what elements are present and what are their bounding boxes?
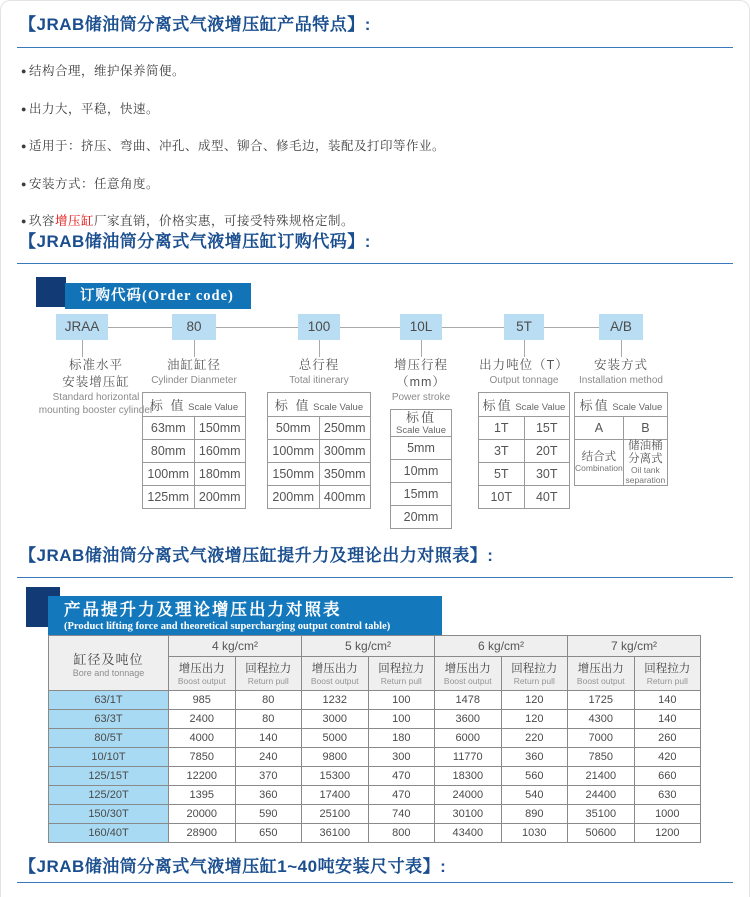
pressure-header: 4 kg/cm² bbox=[169, 636, 302, 657]
value-cell: 9800 bbox=[302, 748, 369, 767]
scale-table bbox=[390, 409, 452, 529]
order-code-column bbox=[259, 357, 379, 509]
scale-cell: 400mm bbox=[319, 486, 371, 509]
pressure-header: 7 kg/cm² bbox=[568, 636, 701, 657]
column-label-cn: 油缸缸径 bbox=[166, 358, 221, 372]
subheader-cn: 增压出力 bbox=[444, 662, 491, 675]
banner-accent-square bbox=[36, 277, 66, 307]
scale-cell: 150mm bbox=[194, 417, 246, 440]
value-cell: 7850 bbox=[169, 748, 236, 767]
column-label-en: Standard horizontal bbox=[52, 392, 140, 403]
scale-cell: 10mm bbox=[391, 460, 452, 483]
value-cell: 15300 bbox=[302, 767, 369, 786]
value-cell: 660 bbox=[634, 767, 701, 786]
column-label-en: Total itinerary bbox=[289, 375, 349, 386]
code-box: 5T bbox=[504, 314, 544, 340]
scale-table-row bbox=[268, 486, 371, 509]
subheader-en: Boost output bbox=[310, 675, 359, 686]
column-label-cn: 增压行程（mm） bbox=[393, 358, 448, 389]
bullet-icon: ● bbox=[21, 216, 27, 226]
features-section-title: 【JRAB储油筒分离式气液增压缸产品特点】: bbox=[19, 15, 371, 34]
value-cell: 630 bbox=[634, 786, 701, 805]
scale-table-row bbox=[391, 506, 452, 529]
feature-text: 结构合理，维护保养简便。 bbox=[28, 64, 185, 78]
subheader-en: Return pull bbox=[513, 675, 555, 686]
value-cell: 260 bbox=[634, 729, 701, 748]
scale-table-header-row bbox=[479, 393, 570, 417]
dimension-section-title: 【JRAB储油筒分离式气液增压缸1~40吨安装尺寸表】: bbox=[19, 857, 447, 876]
value-cell: 740 bbox=[368, 805, 435, 824]
scale-desc-cell bbox=[623, 440, 667, 486]
scale-table bbox=[267, 392, 371, 509]
bullet-icon: ● bbox=[21, 66, 27, 76]
boost-output-header bbox=[302, 657, 369, 691]
feature-text: 玖容 bbox=[28, 214, 55, 228]
model-cell: 125/15T bbox=[49, 767, 169, 786]
force-table-banner-wrap bbox=[1, 587, 750, 633]
model-cell: 160/40T bbox=[49, 824, 169, 843]
value-cell: 6000 bbox=[435, 729, 502, 748]
feature-bullet bbox=[21, 174, 731, 192]
value-cell: 17400 bbox=[302, 786, 369, 805]
subheader-cn: 回程拉力 bbox=[245, 662, 292, 675]
feature-highlight-text: 增压缸 bbox=[54, 214, 94, 228]
force-table-row bbox=[49, 786, 701, 805]
scale-cell: 125mm bbox=[143, 486, 195, 509]
force-section-title: 【JRAB储油筒分离式气液增压缸提升力及理论出力对照表】: bbox=[19, 546, 494, 565]
value-cell: 470 bbox=[368, 786, 435, 805]
feature-list bbox=[21, 61, 731, 249]
subheader-en: Return pull bbox=[247, 675, 289, 686]
scale-cell: B bbox=[623, 417, 667, 440]
scale-cell: 3T bbox=[479, 440, 525, 463]
scale-header-cn: 标值 bbox=[579, 397, 610, 413]
scale-cell: 100mm bbox=[143, 463, 195, 486]
order-code-diagram bbox=[1, 267, 750, 557]
feature-text: 安装方式：任意角度。 bbox=[28, 176, 159, 191]
scale-desc-en: Combination bbox=[575, 463, 623, 474]
bullet-icon: ● bbox=[21, 141, 27, 151]
column-label-cn: 安装增压缸 bbox=[62, 375, 130, 389]
scale-cell: 180mm bbox=[194, 463, 246, 486]
scale-cell: 5T bbox=[479, 463, 525, 486]
scale-header-en: Scale Value bbox=[185, 401, 239, 413]
value-cell: 50600 bbox=[568, 824, 635, 843]
column-label-cn: 总行程 bbox=[298, 358, 340, 372]
value-cell: 540 bbox=[501, 786, 568, 805]
force-table-banner bbox=[48, 596, 442, 639]
value-cell: 1725 bbox=[568, 691, 635, 710]
scale-cell: 20mm bbox=[391, 506, 452, 529]
value-cell: 18300 bbox=[435, 767, 502, 786]
scale-desc-cn: 分离式 bbox=[628, 453, 663, 465]
divider bbox=[17, 263, 733, 264]
scale-cell: A bbox=[575, 417, 624, 440]
column-label-en: Power stroke bbox=[391, 392, 451, 403]
value-cell: 1232 bbox=[302, 691, 369, 710]
scale-header-cn: 标 值 bbox=[149, 397, 186, 413]
order-code-column bbox=[563, 357, 679, 486]
scale-table-row bbox=[575, 440, 668, 486]
scale-table-row bbox=[391, 460, 452, 483]
value-cell: 80 bbox=[235, 691, 302, 710]
scale-cell: 10T bbox=[479, 486, 525, 509]
scale-cell: 100mm bbox=[268, 440, 320, 463]
force-table-row bbox=[49, 805, 701, 824]
pressure-header: 6 kg/cm² bbox=[435, 636, 568, 657]
value-cell: 100 bbox=[368, 691, 435, 710]
force-table-header-row bbox=[49, 636, 701, 657]
force-table-row bbox=[49, 729, 701, 748]
value-cell: 370 bbox=[235, 767, 302, 786]
code-box: JRAA bbox=[56, 314, 108, 340]
scale-table-row bbox=[268, 440, 371, 463]
scale-cell: 50mm bbox=[268, 417, 320, 440]
value-cell: 800 bbox=[368, 824, 435, 843]
value-cell: 890 bbox=[501, 805, 568, 824]
scale-cell: 200mm bbox=[268, 486, 320, 509]
value-cell: 590 bbox=[235, 805, 302, 824]
scale-table-row bbox=[479, 440, 570, 463]
value-cell: 25100 bbox=[302, 805, 369, 824]
scale-table-header-row bbox=[391, 410, 452, 437]
scale-cell: 5mm bbox=[391, 437, 452, 460]
scale-cell: 15mm bbox=[391, 483, 452, 506]
value-cell: 420 bbox=[634, 748, 701, 767]
value-cell: 360 bbox=[501, 748, 568, 767]
order-code-banner: 订购代码(Order code) bbox=[65, 283, 251, 309]
value-cell: 4000 bbox=[169, 729, 236, 748]
value-cell: 120 bbox=[501, 691, 568, 710]
scale-table-header-row bbox=[268, 393, 371, 417]
scale-cell: 300mm bbox=[319, 440, 371, 463]
scale-table-row bbox=[391, 483, 452, 506]
force-table bbox=[48, 635, 701, 843]
subheader-en: Boost output bbox=[443, 675, 492, 686]
stem-line bbox=[82, 340, 83, 357]
scale-header-en: Scale Value bbox=[512, 401, 566, 413]
value-cell: 11770 bbox=[435, 748, 502, 767]
value-cell: 36100 bbox=[302, 824, 369, 843]
bore-tonnage-en: Bore and tonnage bbox=[72, 667, 145, 678]
scale-desc-en: separation bbox=[625, 474, 666, 485]
value-cell: 24400 bbox=[568, 786, 635, 805]
value-cell: 35100 bbox=[568, 805, 635, 824]
scale-desc-cn: 结合式 bbox=[581, 451, 617, 464]
scale-cell: 20T bbox=[524, 440, 570, 463]
scale-table-header bbox=[268, 393, 371, 417]
order-section-title: 【JRAB储油筒分离式气液增压缸订购代码】: bbox=[19, 232, 371, 251]
stem-line bbox=[524, 340, 525, 357]
scale-table-header bbox=[143, 393, 246, 417]
force-table-row bbox=[49, 748, 701, 767]
feature-text: 出力大，平稳，快速。 bbox=[28, 101, 159, 116]
value-cell: 180 bbox=[368, 729, 435, 748]
scale-cell: 63mm bbox=[143, 417, 195, 440]
subheader-cn: 回程拉力 bbox=[378, 662, 425, 675]
stem-line bbox=[194, 340, 195, 357]
subheader-cn: 增压出力 bbox=[311, 662, 358, 675]
scale-cell: 350mm bbox=[319, 463, 371, 486]
code-box: 10L bbox=[400, 314, 442, 340]
return-pull-header bbox=[235, 657, 302, 691]
value-cell: 2400 bbox=[169, 710, 236, 729]
scale-header-cn: 标值 bbox=[405, 410, 436, 425]
scale-header-cn: 标 值 bbox=[274, 397, 311, 413]
scale-desc-en: Oil tank bbox=[630, 465, 660, 475]
scale-table-header-row bbox=[143, 393, 246, 417]
value-cell: 30100 bbox=[435, 805, 502, 824]
scale-table-row bbox=[268, 417, 371, 440]
value-cell: 12200 bbox=[169, 767, 236, 786]
value-cell: 360 bbox=[235, 786, 302, 805]
divider bbox=[17, 47, 733, 48]
subheader-en: Boost output bbox=[576, 675, 625, 686]
scale-table-row bbox=[143, 486, 246, 509]
pressure-header: 5 kg/cm² bbox=[302, 636, 435, 657]
value-cell: 220 bbox=[501, 729, 568, 748]
value-cell: 1395 bbox=[169, 786, 236, 805]
scale-table-row bbox=[268, 463, 371, 486]
value-cell: 120 bbox=[501, 710, 568, 729]
scale-cell: 160mm bbox=[194, 440, 246, 463]
value-cell: 140 bbox=[235, 729, 302, 748]
code-box: 80 bbox=[172, 314, 216, 340]
value-cell: 7000 bbox=[568, 729, 635, 748]
value-cell: 650 bbox=[235, 824, 302, 843]
value-cell: 140 bbox=[634, 710, 701, 729]
subheader-en: Boost output bbox=[177, 675, 226, 686]
scale-table-row bbox=[143, 440, 246, 463]
subheader-cn: 回程拉力 bbox=[644, 662, 691, 675]
value-cell: 5000 bbox=[302, 729, 369, 748]
value-cell: 1000 bbox=[634, 805, 701, 824]
model-cell: 63/3T bbox=[49, 710, 169, 729]
bore-tonnage-cn: 缸径及吨位 bbox=[73, 651, 144, 667]
scale-cell: 40T bbox=[524, 486, 570, 509]
feature-bullet bbox=[21, 136, 731, 154]
boost-output-header bbox=[169, 657, 236, 691]
subheader-cn: 增压出力 bbox=[577, 662, 624, 675]
force-table-row bbox=[49, 691, 701, 710]
force-table-banner-en: (Product lifting force and theoretical supercharging output control table) bbox=[64, 621, 391, 632]
feature-bullet bbox=[21, 61, 731, 79]
scale-header-en: Scale Value bbox=[609, 401, 663, 413]
scale-table bbox=[142, 392, 246, 509]
return-pull-header bbox=[634, 657, 701, 691]
scale-desc-cell bbox=[575, 440, 624, 486]
value-cell: 300 bbox=[368, 748, 435, 767]
model-cell: 150/30T bbox=[49, 805, 169, 824]
stem-line bbox=[421, 340, 422, 357]
value-cell: 43400 bbox=[435, 824, 502, 843]
value-cell: 470 bbox=[368, 767, 435, 786]
column-label-en: Cylinder Dianmeter bbox=[151, 375, 237, 386]
value-cell: 20000 bbox=[169, 805, 236, 824]
order-code-column bbox=[134, 357, 254, 509]
value-cell: 80 bbox=[235, 710, 302, 729]
scale-table-row bbox=[479, 417, 570, 440]
scale-header-cn: 标值 bbox=[482, 397, 513, 413]
value-cell: 7850 bbox=[568, 748, 635, 767]
scale-table-header bbox=[479, 393, 570, 417]
value-cell: 4300 bbox=[568, 710, 635, 729]
scale-table-row bbox=[143, 417, 246, 440]
column-label-en: Installation method bbox=[579, 375, 663, 386]
value-cell: 1478 bbox=[435, 691, 502, 710]
scale-table bbox=[574, 392, 668, 486]
value-cell: 3000 bbox=[302, 710, 369, 729]
value-cell: 985 bbox=[169, 691, 236, 710]
stem-line bbox=[621, 340, 622, 357]
value-cell: 140 bbox=[634, 691, 701, 710]
bore-tonnage-header bbox=[49, 636, 169, 691]
value-cell: 240 bbox=[235, 748, 302, 767]
column-label-cn: 出力吨位（T） bbox=[479, 358, 569, 372]
scale-header-en: Scale Value bbox=[396, 425, 446, 436]
scale-table bbox=[478, 392, 570, 509]
subheader-cn: 回程拉力 bbox=[511, 662, 558, 675]
bullet-icon: ● bbox=[21, 178, 27, 189]
stem-line bbox=[319, 340, 320, 357]
scale-cell: 250mm bbox=[319, 417, 371, 440]
scale-desc-cn: 储油桶 bbox=[628, 440, 663, 452]
scale-cell: 30T bbox=[524, 463, 570, 486]
value-cell: 560 bbox=[501, 767, 568, 786]
boost-output-header bbox=[435, 657, 502, 691]
value-cell: 1200 bbox=[634, 824, 701, 843]
feature-text: 厂家直销，价格实惠，可接受特殊规格定制。 bbox=[93, 214, 354, 228]
scale-table-header bbox=[575, 393, 668, 417]
scale-header-en: Scale Value bbox=[310, 401, 364, 413]
model-cell: 10/10T bbox=[49, 748, 169, 767]
force-table-banner-cn: 产品提升力及理论增压出力对照表 bbox=[64, 600, 342, 619]
return-pull-header bbox=[501, 657, 568, 691]
subheader-en: Return pull bbox=[646, 675, 688, 686]
scale-table-row bbox=[575, 417, 668, 440]
divider bbox=[17, 882, 733, 883]
value-cell: 100 bbox=[368, 710, 435, 729]
feature-bullet bbox=[21, 99, 731, 117]
bullet-icon: ● bbox=[21, 103, 27, 114]
column-label-en: mounting booster cylinder bbox=[38, 405, 154, 416]
model-cell: 80/5T bbox=[49, 729, 169, 748]
scale-table-row bbox=[391, 437, 452, 460]
scale-cell: 1T bbox=[479, 417, 525, 440]
force-table-row bbox=[49, 824, 701, 843]
value-cell: 1030 bbox=[501, 824, 568, 843]
scale-cell: 150mm bbox=[268, 463, 320, 486]
subheader-cn: 增压出力 bbox=[178, 662, 225, 675]
scale-table-header bbox=[391, 410, 452, 437]
return-pull-header bbox=[368, 657, 435, 691]
value-cell: 3600 bbox=[435, 710, 502, 729]
value-cell: 21400 bbox=[568, 767, 635, 786]
code-box: 100 bbox=[298, 314, 340, 340]
feature-text: 适用于：挤压、弯曲、冲孔、成型、铆合、修毛边，装配及打印等作业。 bbox=[28, 139, 445, 153]
scale-cell: 80mm bbox=[143, 440, 195, 463]
model-cell: 125/20T bbox=[49, 786, 169, 805]
divider bbox=[17, 577, 733, 578]
scale-table-row bbox=[143, 463, 246, 486]
model-cell: 63/1T bbox=[49, 691, 169, 710]
scale-cell: 15T bbox=[524, 417, 570, 440]
column-label-en: Output tonnage bbox=[489, 375, 559, 386]
column-label-cn: 标准水平 bbox=[68, 358, 123, 372]
value-cell: 24000 bbox=[435, 786, 502, 805]
code-box: A/B bbox=[599, 314, 643, 340]
force-table-row bbox=[49, 767, 701, 786]
scale-table-header-row bbox=[575, 393, 668, 417]
value-cell: 28900 bbox=[169, 824, 236, 843]
subheader-en: Return pull bbox=[380, 675, 422, 686]
scale-cell: 200mm bbox=[194, 486, 246, 509]
force-table-row bbox=[49, 710, 701, 729]
boost-output-header bbox=[568, 657, 635, 691]
order-code-column bbox=[373, 357, 469, 529]
scale-table-row bbox=[479, 463, 570, 486]
scale-table-row bbox=[479, 486, 570, 509]
column-label-cn: 安装方式 bbox=[593, 358, 648, 372]
